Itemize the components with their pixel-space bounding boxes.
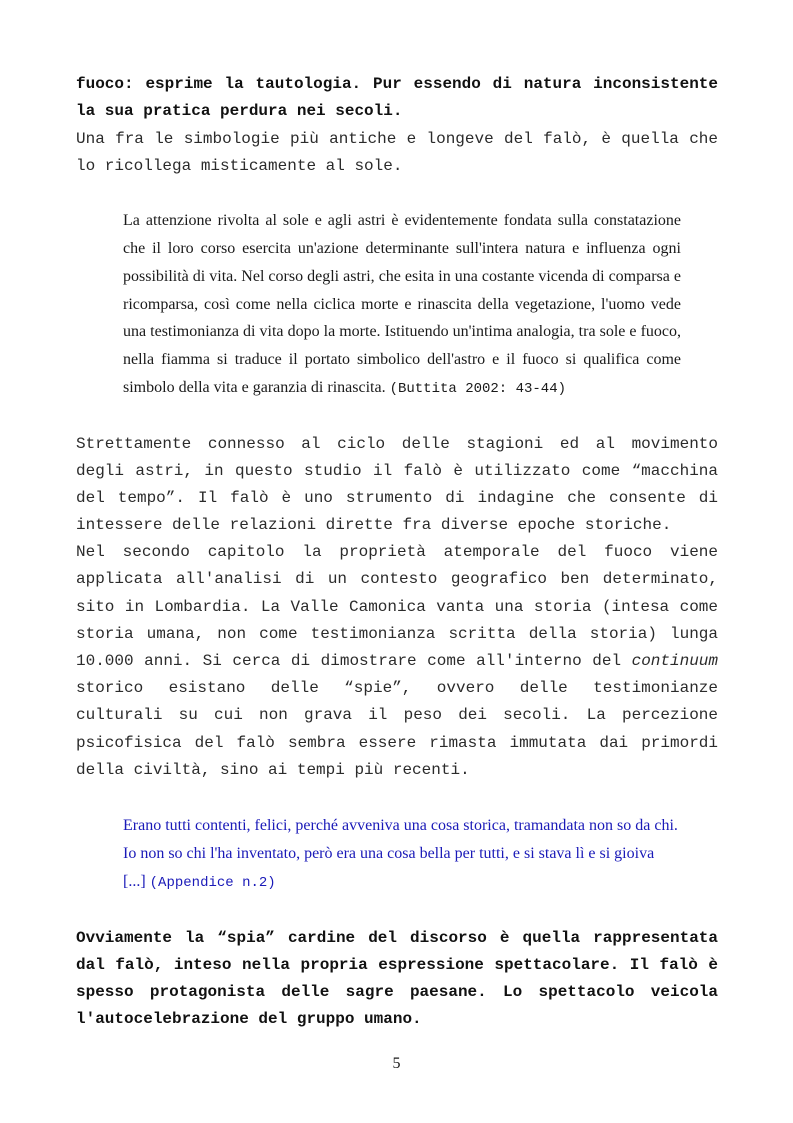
quote1-line-1: La attenzione rivolta al sole e agli astri è evidentemente fondata sulla constatazione	[123, 212, 681, 229]
para4-line-5	[76, 651, 718, 671]
para3-line-3: del tempo”. Il falò è uno strumento di indagine che consente di	[76, 489, 718, 507]
quote2-line-3	[123, 872, 681, 893]
para4-line-2: applicata all'analisi di un contesto geografico ben determinato,	[76, 570, 718, 588]
para5-line-1: Ovviamente la “spia” cardine del discorso è quella rappresentata	[76, 929, 718, 947]
quote1-line-5: una testimonianza di vita dopo la morte. Istituendo un'intima analogia, tra sole e fuoco,	[123, 323, 681, 340]
quote1-line-4: ricomparsa, così come nella ciclica morte e rinascita della vegetazione, l'uomo vede	[123, 296, 681, 313]
para5-line-3: spesso protagonista delle sagre paesane. Lo spettacolo veicola	[76, 983, 718, 1001]
para1-line-2: la sua pratica perdura nei secoli.	[76, 102, 403, 120]
para2-line-1: Una fra le simbologie più antiche e longeve del falò, è quella che	[76, 130, 718, 148]
para4-line-8: psicofisica del falò sembra essere rimasta immutata dai primordi	[76, 734, 718, 752]
para1-line-1: fuoco: esprime la tautologia. Pur essendo di natura inconsistente	[76, 75, 718, 93]
para3-line-1: Strettamente connesso al ciclo delle stagioni ed al movimento	[76, 435, 718, 453]
para4-line-9: della civiltà, sino ai tempi più recenti.	[76, 761, 470, 779]
para3-line-4: intessere delle relazioni dirette fra diverse epoche storiche.	[76, 516, 672, 534]
para4-line-7: culturali su cui non grava il peso dei secoli. La percezione	[76, 706, 718, 724]
quote2-ellipsis: [...]	[123, 873, 146, 890]
para2-line-2: lo ricollega misticamente al sole.	[76, 157, 403, 175]
para4-line-1: Nel secondo capitolo la proprietà atemporale del fuoco viene	[76, 543, 718, 561]
quote1-citation: (Buttita 2002: 43-44)	[389, 381, 567, 397]
para4-italic-term: continuum	[631, 652, 719, 670]
quote1-line-6: nella fiamma si traduce il portato simbolico dell'astro e il fuoco si qualifica come	[123, 351, 681, 368]
para3-line-2: degli astri, in questo studio il falò è utilizzato come “macchina	[76, 462, 718, 480]
para4-line-4: storia umana, non come testimonianza scritta della storia) lunga	[76, 625, 718, 643]
quote2-line-2: Io non so chi l'ha inventato, però era una cosa bella per tutti, e si stava lì e si gioiva	[123, 845, 655, 862]
quote1-line-7	[123, 378, 681, 399]
quote1-last-text: simbolo della vita e garanzia di rinascita.	[123, 379, 386, 396]
para4-line-5-text: 10.000 anni. Si cerca di dimostrare come all'interno del	[76, 652, 622, 670]
para4-line-3: sito in Lombardia. La Valle Camonica vanta una storia (intesa come	[76, 598, 718, 616]
para5-line-2: dal falò, inteso nella propria espressione spettacolare. Il falò è	[76, 956, 718, 974]
page-number: 5	[392, 1055, 401, 1072]
para5-line-4: l'autocelebrazione del gruppo umano.	[76, 1010, 422, 1028]
quote1-line-3: possibilità di vita. Nel corso degli astri, che esita in una costante vicenda di comparsa e	[123, 268, 681, 285]
quote2-line-1: Erano tutti contenti, felici, perché avveniva una cosa storica, tramandata non so da chi.	[123, 817, 678, 834]
quote2-citation: (Appendice n.2)	[149, 875, 276, 891]
para4-line-6: storico esistano delle “spie”, ovvero delle testimonianze	[76, 679, 718, 697]
quote1-line-2: che il loro corso esercita un'azione determinante sull'intera natura e influenza ogni	[123, 240, 681, 257]
